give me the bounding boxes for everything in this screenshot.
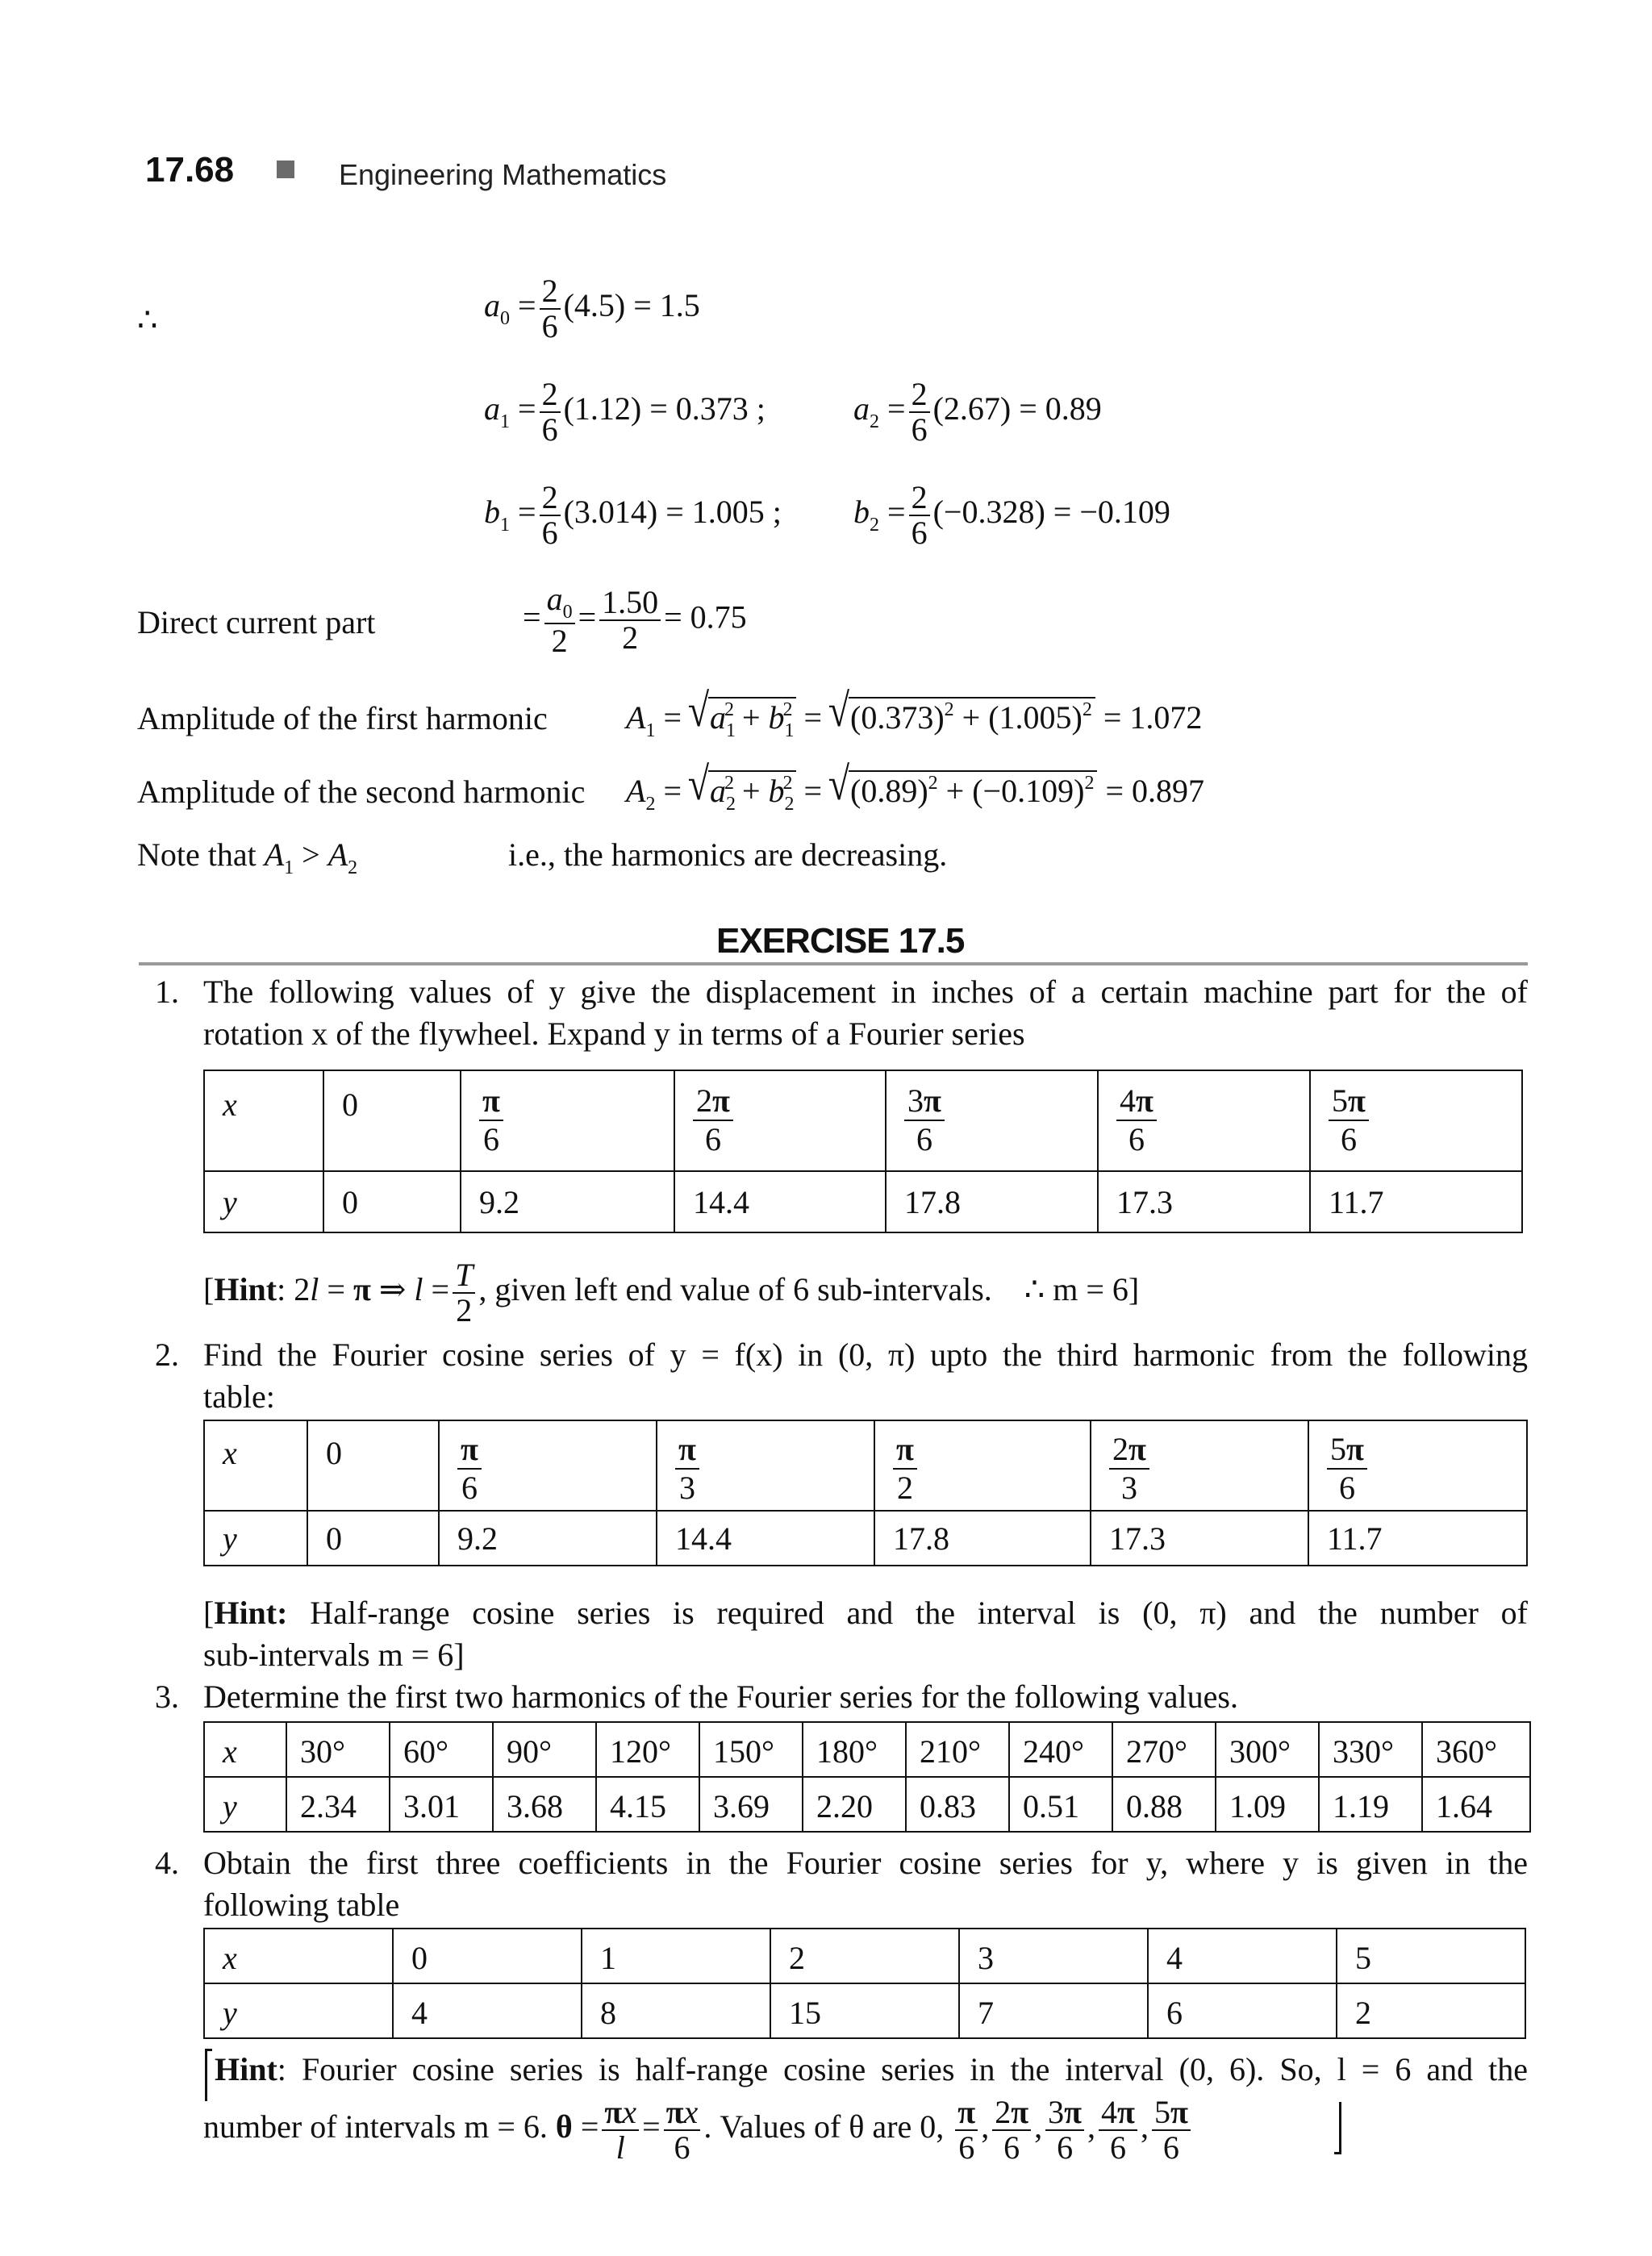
table-cell: 0 (307, 1420, 439, 1511)
q4-hint-close-bracket (1334, 2102, 1341, 2154)
q4-text-line2: following table (203, 1887, 400, 1923)
table-header: y (204, 1777, 286, 1832)
table-cell: 60° (390, 1722, 493, 1777)
q3-text: Determine the first two harmonics of the Fourier series for the following values. (203, 1678, 1238, 1715)
table-header: x (204, 1929, 393, 1983)
table-cell: 330° (1319, 1722, 1422, 1777)
table-cell: 2 (770, 1929, 959, 1983)
table-cell: 3.68 (493, 1777, 596, 1832)
table-cell: 210° (906, 1722, 1009, 1777)
note-text: i.e., the harmonics are decreasing. (508, 836, 948, 873)
table-cell: 4 (393, 1983, 582, 2038)
table-cell: $\frac{3\pi}{6}$ (886, 1070, 1098, 1171)
equation-b1: $b_1$ = $\frac{2}{6}$ (3.014) = 1.005 ; (484, 479, 782, 551)
table-cell: 17.3 (1091, 1511, 1308, 1566)
q2-text-line2: table: (203, 1378, 275, 1415)
table-cell: 240° (1009, 1722, 1112, 1777)
q2-hint-line2: sub-intervals m = 6] (203, 1637, 465, 1673)
table-cell: 4 (1148, 1929, 1337, 1983)
q2-text-line1: Find the Fourier cosine series of y = f(x) in (0, π) upto the third harmonic from the following (203, 1337, 1528, 1373)
table-cell: 9.2 (439, 1511, 657, 1566)
table-cell: 3 (959, 1929, 1148, 1983)
q4-number: 4. (155, 1845, 179, 1881)
amp1-label: Amplitude of the first harmonic (137, 700, 548, 736)
table-cell: 11.7 (1308, 1511, 1527, 1566)
table-cell: $\frac{\pi}{3}$ (657, 1420, 874, 1511)
q1-table (203, 1070, 1523, 1233)
equation-dc: = $\frac{a_0}{2}$ = $\frac{1.50}{2}$ = 0.75 (523, 581, 747, 660)
table-cell: 1.19 (1319, 1777, 1422, 1832)
q4-hint-line1: Hint: Fourier cosine series is half-range cosine series in the interval (0, 6). So, l = 6 and the (215, 2051, 1528, 2087)
table-cell: 1.64 (1422, 1777, 1530, 1832)
table-cell: 300° (1216, 1722, 1319, 1777)
q4-hint-bracket (205, 2049, 212, 2101)
equation-amp1: $A_1 = √a_1^2 + b_1^2 = √(0.373)^2 + (1.005)^2 = 1.072$ (626, 683, 1203, 741)
header-square-icon (277, 161, 294, 178)
table-cell: 11.7 (1310, 1171, 1522, 1232)
dc-label: Direct current part (137, 604, 376, 640)
therefore-symbol: ∴ (137, 302, 158, 338)
equation-a1: $a_1$ = $\frac{2}{6}$ (1.12) = 0.373 ; (484, 376, 766, 448)
table-cell: 0 (323, 1171, 461, 1232)
table-cell: 0 (323, 1070, 461, 1171)
table-cell: 1.09 (1216, 1777, 1319, 1832)
table-cell: 2 (1337, 1983, 1525, 2038)
table-cell: 5 (1337, 1929, 1525, 1983)
table-cell: 0.51 (1009, 1777, 1112, 1832)
table-cell: 150° (699, 1722, 803, 1777)
table-cell: 9.2 (461, 1171, 674, 1232)
table-cell: 14.4 (674, 1171, 886, 1232)
table-cell: 2.20 (803, 1777, 906, 1832)
table-cell: 2.34 (286, 1777, 390, 1832)
table-cell: $\frac{4\pi}{6}$ (1098, 1070, 1310, 1171)
table-cell: 90° (493, 1722, 596, 1777)
table-cell: $\frac{\pi}{2}$ (874, 1420, 1091, 1511)
equation-a2: $a_2$ = $\frac{2}{6}$ (2.67) = 0.89 (853, 376, 1102, 448)
table-cell: 30° (286, 1722, 390, 1777)
exercise-title: EXERCISE 17.5 (716, 921, 965, 961)
table-cell: 7 (959, 1983, 1148, 2038)
table-cell: $\frac{\pi}{6}$ (439, 1420, 657, 1511)
equation-a0: $a_0$ = $\frac{2}{6}$ (4.5) = 1.5 (484, 273, 700, 344)
table-cell: $\frac{2\pi}{6}$ (674, 1070, 886, 1171)
table-cell: 3.01 (390, 1777, 493, 1832)
table-cell: 3.69 (699, 1777, 803, 1832)
table-header: y (204, 1511, 307, 1566)
table-cell: 17.3 (1098, 1171, 1310, 1232)
table-cell: 360° (1422, 1722, 1530, 1777)
equation-amp2: $A_2 = √a_2^2 + b_2^2 = √(0.89)^2 + (-0.109)^2 = 0.897$ (626, 757, 1204, 815)
table-cell: $\frac{2\pi}{3}$ (1091, 1420, 1308, 1511)
table-cell: 17.8 (886, 1171, 1098, 1232)
table-cell: 8 (582, 1983, 770, 2038)
equation-b2: $b_2$ = $\frac{2}{6}$ (−0.328) = −0.109 (853, 479, 1170, 551)
table-cell: $\frac{\pi}{6}$ (461, 1070, 674, 1171)
q2-number: 2. (155, 1337, 179, 1373)
table-cell: 120° (596, 1722, 699, 1777)
table-cell: 6 (1148, 1983, 1337, 2038)
table-cell: 180° (803, 1722, 906, 1777)
q4-text-line1: Obtain the first three coefficients in the Fourier cosine series for y, where y is given in the (203, 1845, 1528, 1881)
q2-hint-line1: [Hint: Half-range cosine series is required and the interval is (0, π) and the number of (203, 1595, 1529, 1631)
book-title: Engineering Mathematics (339, 158, 667, 191)
table-cell: 0 (393, 1929, 582, 1983)
table-cell: 15 (770, 1983, 959, 2038)
table-cell: $\frac{5\pi}{6}$ (1310, 1070, 1522, 1171)
q3-table (203, 1721, 1531, 1833)
table-cell: 0.88 (1112, 1777, 1216, 1832)
q4-table (203, 1928, 1526, 2039)
table-header: x (204, 1420, 307, 1511)
note-line: Note that $A_1 > A_2$ (137, 836, 358, 878)
q3-number: 3. (155, 1678, 179, 1715)
table-cell: 270° (1112, 1722, 1216, 1777)
table-header: x (204, 1070, 323, 1171)
table-cell: 1 (582, 1929, 770, 1983)
table-header: y (204, 1171, 323, 1232)
q4-hint-line2: number of intervals m = 6. θ = $\frac{\pi x}{l}$ = $\frac{\pi x}{6}$ . Values of θ are 0, $\frac{\pi}{6}$ , $\frac{2\pi}{6}$ , $\frac{3\pi}{6}$ , $\frac{4\pi}{6}$ , $\frac{5\pi}{6}$ (203, 2095, 1194, 2165)
q2-table (203, 1420, 1528, 1566)
table-header: x (204, 1722, 286, 1777)
table-cell: 4.15 (596, 1777, 699, 1832)
table-cell: 0.83 (906, 1777, 1009, 1832)
q1-text-line2: rotation x of the flywheel. Expand y in terms of a Fourier series (203, 1015, 1025, 1052)
q1-number: 1. (155, 974, 179, 1010)
table-cell: 17.8 (874, 1511, 1091, 1566)
q1-hint: [Hint: 2l = π ⇒ l = $\frac{T}{2}$ , given left end value of 6 sub-intervals. ∴ m = 6] (203, 1257, 1140, 1328)
q1-text-line1: The following values of y give the displacement in inches of a certain machine part for the of (203, 974, 1528, 1010)
table-cell: 14.4 (657, 1511, 874, 1566)
table-header: y (204, 1983, 393, 2038)
amp2-label: Amplitude of the second harmonic (137, 774, 586, 810)
page-number: 17.68 (145, 150, 235, 190)
exercise-rule (139, 962, 1528, 965)
table-cell: 0 (307, 1511, 439, 1566)
table-cell: $\frac{5\pi}{6}$ (1308, 1420, 1527, 1511)
